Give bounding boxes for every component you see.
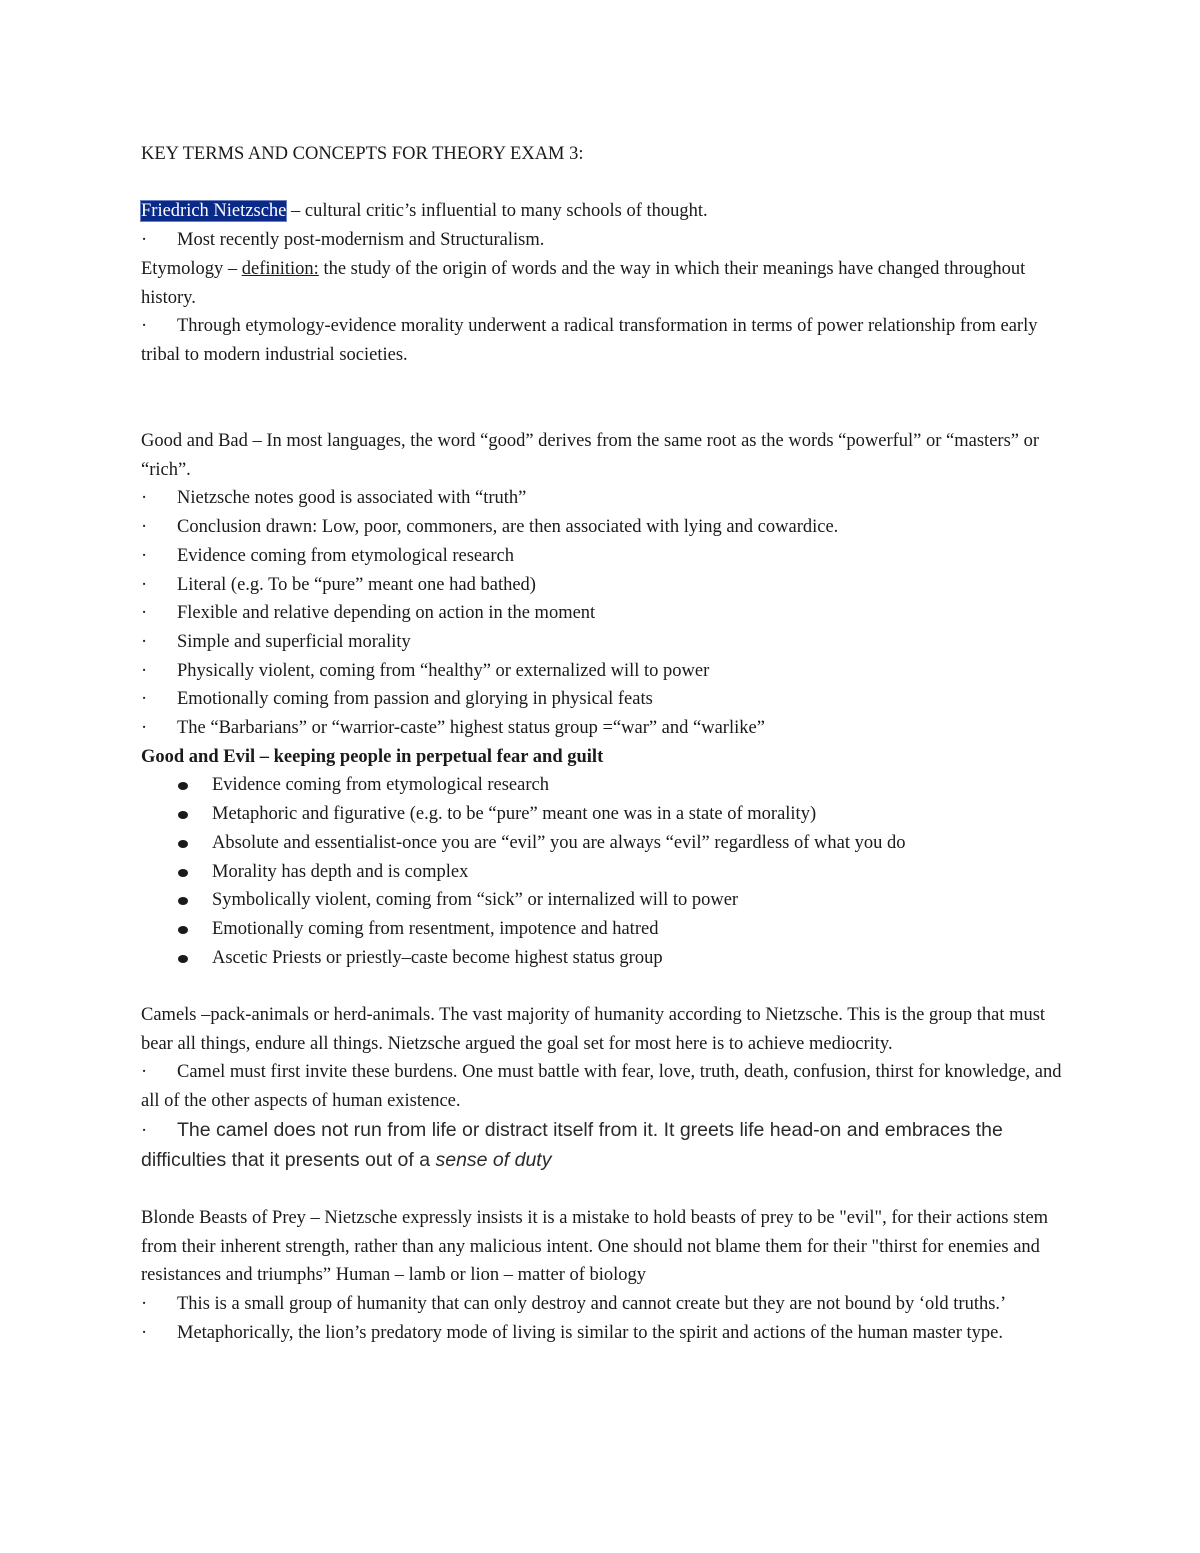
bullet-mark: · — [141, 660, 148, 681]
bullet-mark: · — [141, 631, 148, 652]
list-item: Morality has depth and is complex — [141, 858, 1066, 887]
bullet-mark: · — [141, 689, 148, 710]
bullet-icon — [178, 897, 188, 905]
list-item: · Conclusion drawn: Low, poor, commoners, are then associated with lying and cowardice. — [141, 513, 1066, 542]
bullet-icon — [178, 811, 188, 819]
list-item: Absolute and essentialist-once you are “evil” you are always “evil” regardless of what you do — [141, 829, 1066, 858]
spacer — [141, 398, 1066, 427]
document-page — [141, 140, 1066, 1347]
camels-bullet — [141, 1116, 1066, 1175]
bullet-mark: · — [141, 1062, 148, 1083]
list-item: · Literal (e.g. To be “pure” meant one had bathed) — [141, 571, 1066, 600]
bullet-icon — [178, 926, 188, 934]
bullet-text: The camel does not run from life or distract itself from it. It greets life head-on and embraces the difficulties that it presents out of a — [141, 1118, 1003, 1171]
bullet-text: Most recently post-modernism and Structuralism. — [177, 230, 545, 251]
list-item: · Flexible and relative depending on action in the moment — [141, 599, 1066, 628]
bullet-mark: · — [141, 488, 148, 509]
bullet-mark: · — [141, 230, 148, 251]
bullet-mark: · — [141, 574, 148, 595]
blonde-beasts-bullet — [141, 1319, 1066, 1348]
spacer — [141, 1175, 1066, 1204]
page-title: KEY TERMS AND CONCEPTS FOR THEORY EXAM 3: — [141, 144, 584, 164]
good-evil-heading: Good and Evil – keeping people in perpetual fear and guilt — [141, 746, 604, 767]
bullet-mark: · — [141, 316, 148, 337]
bullet-text: This is a small group of humanity that can only destroy and cannot create but they are not bound by ‘old truths.’ — [177, 1294, 1007, 1315]
bullet-mark: · — [141, 718, 148, 739]
good-evil-list — [141, 771, 1066, 972]
list-item: · Emotionally coming from passion and glorying in physical feats — [141, 685, 1066, 714]
bullet-text: Metaphorically, the lion’s predatory mode of living is similar to the spirit and actions of the human master type. — [177, 1322, 1003, 1343]
list-item: · The “Barbarians” or “warrior-caste” highest status group =“war” and “warlike” — [141, 714, 1066, 743]
bullet-text: Camel must first invite these burdens. One must battle with fear, love, truth, death, confusion, thirst for knowledge, and all of the other aspects of human existence. — [141, 1062, 1062, 1112]
bullet-text: Through etymology-evidence morality underwent a radical transformation in terms of power relationship from early tribal to modern industrial societies. — [141, 316, 1038, 365]
bullet-mark: · — [141, 1322, 148, 1343]
list-item: Ascetic Priests or priestly–caste become highest status group — [141, 944, 1066, 973]
spacer — [141, 370, 1066, 399]
bullet-mark: · — [141, 1120, 148, 1141]
good-bad-list — [141, 484, 1066, 742]
nietzsche-bullet — [141, 226, 1066, 255]
spacer — [141, 169, 1066, 198]
emphasis-text: sense of duty — [435, 1148, 552, 1171]
list-item: · Physically violent, coming from “healthy” or externalized will to power — [141, 657, 1066, 686]
bullet-mark: · — [141, 1294, 148, 1315]
camels-bullet — [141, 1058, 1066, 1115]
bullet-icon — [178, 869, 188, 877]
camels-heading: Camels –pack-animals or herd-animals. The vast majority of humanity according to Nietzsche. This is the group that must bear all things, endure all things. Nietzsche argued the goal set for most here is to achieve mediocrity. — [141, 1005, 1046, 1054]
list-item: · Evidence coming from etymological research — [141, 542, 1066, 571]
nietzsche-description: – cultural critic’s influential to many schools of thought. — [286, 201, 708, 222]
bullet-mark: · — [141, 603, 148, 624]
list-item: · Nietzsche notes good is associated with “truth” — [141, 484, 1066, 513]
good-bad-heading: Good and Bad – In most languages, the word “good” derives from the same root as the words “powerful” or “masters” or “rich”. — [141, 430, 1040, 480]
etymology-term: Etymology – — [141, 258, 242, 279]
bullet-mark: · — [141, 517, 148, 538]
list-item: · Simple and superficial morality — [141, 628, 1066, 657]
list-item: Evidence coming from etymological research — [141, 771, 1066, 800]
spacer — [141, 972, 1066, 1001]
bullet-mark: · — [141, 545, 148, 566]
bullet-icon — [178, 955, 188, 963]
etymology-definition — [141, 255, 1066, 312]
nietzsche-definition — [141, 197, 1066, 226]
definition-label: definition: — [241, 258, 319, 279]
list-item: Metaphoric and figurative (e.g. to be “pure” meant one was in a state of morality) — [141, 800, 1066, 829]
list-item: Symbolically violent, coming from “sick” or internalized will to power — [141, 886, 1066, 915]
list-item: Emotionally coming from resentment, impotence and hatred — [141, 915, 1066, 944]
bullet-icon — [178, 840, 188, 848]
etymology-bullet — [141, 312, 1066, 369]
bullet-icon — [178, 782, 188, 790]
blonde-beasts-heading: Blonde Beasts of Prey – Nietzsche expressly insists it is a mistake to hold beasts of prey to be "evil", for their actions stem from their inherent strength, rather than any malicious intent. One should not blame them for their "thirst for enemies and resistances and triumphs” Human – lamb or lion – matter of biology — [141, 1207, 1049, 1286]
blonde-beasts-bullet — [141, 1290, 1066, 1319]
etymology-description: the study of the origin of words and the way in which their meanings have changed throughout history. — [141, 258, 1026, 308]
highlighted-term[interactable]: Friedrich Nietzsche — [141, 201, 287, 222]
